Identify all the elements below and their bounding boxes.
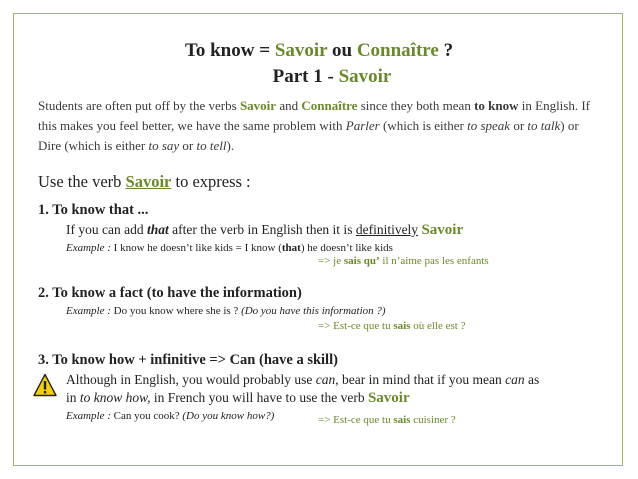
section-3-example: Example : Can you cook? (Do you know how?) [66,410,275,422]
section-3-answer: => Est-ce que tu sais cuisiner ? [318,414,456,426]
section-1-heading: 1. To know that ... [38,202,149,218]
warning-icon [33,373,57,397]
use-heading: Use the verb Savoir to express : [38,172,251,191]
section-3-text-line1: Although in English, you would probably use can, bear in mind that if you mean can as [66,372,540,387]
section-3-heading: 3. To know how + infinitive => Can (have a skill) [38,352,338,368]
section-1-answer: => je sais qu’ il n’aime pas les enfants [318,255,489,267]
page-title: To know = Savoir ou Connaître ? [184,40,454,61]
section-3-text-line2: in to know how, in French you will have to use the verb Savoir [66,390,410,406]
section-1-text: If you can add that after the verb in English then it is definitively Savoir [66,222,464,238]
intro-paragraph: Students are often put off by the verbs Savoir and Connaître since they both mean to know in English. If this makes you feel better, we have the same problem with Parler (which is either to speak or to talk) or Dire (which is either to say or to tell). [38,98,591,153]
page-subtitle: Part 1 - Savoir [272,66,392,87]
section-1-example: Example : I know he doesn’t like kids = I know (that) he doesn’t like kids [66,242,393,254]
section-2-heading: 2. To know a fact (to have the information) [38,285,302,301]
section-2-answer: => Est-ce que tu sais où elle est ? [318,320,466,332]
section-2-example: Example : Do you know where she is ? (Do you have this information ?) [66,305,386,317]
